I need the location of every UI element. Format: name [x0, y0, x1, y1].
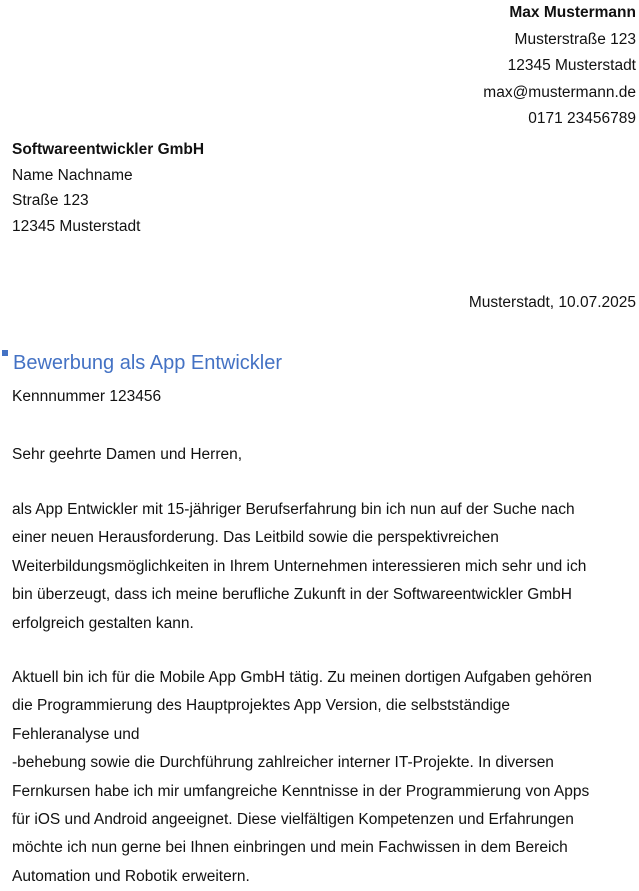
recipient-street: Straße 123 [12, 192, 89, 209]
text-line: Fehleranalyse und [12, 725, 140, 743]
text-line: Fernkursen habe ich mir umfangreiche Kenntnisse in der Programmierung von Apps [12, 782, 590, 800]
text-line: bin überzeugt, dass ich meine berufliche Zukunft in der Softwareentwickler GmbH [12, 586, 572, 604]
recipient-contact: Name Nachname [12, 166, 133, 184]
text-line: erfolgreich gestalten kann. [12, 614, 194, 632]
text-line: Automation und Robotik erweitern. [12, 867, 250, 885]
text-line: Weiterbildungsmöglichkeiten in Ihrem Unternehmen interessieren mich sehr und ich [12, 557, 587, 575]
text-line: möchte ich nun gerne bei Ihnen einbringen und mein Fachwissen in dem Bereich [12, 839, 568, 857]
text-line: die Programmierung des Hauptprojektes App Version, die selbstständige [12, 697, 511, 715]
recipient-company: Softwareentwickler GmbH [12, 141, 205, 158]
sender-address-block [483, 0, 636, 133]
sender-name: Max Mustermann [509, 4, 636, 21]
sender-city: 12345 Musterstadt [507, 57, 636, 74]
body-paragraph-2 [12, 664, 636, 891]
text-line: als App Entwickler mit 15-jähriger Berufserfahrung bin ich nun auf der Suche nach [12, 501, 575, 518]
sender-phone: 0171 23456789 [528, 110, 636, 127]
text-line: Aktuell bin ich für die Mobile App GmbH tätig. Zu meinen dortigen Aufgaben gehören [12, 669, 592, 686]
letter-date: Musterstadt, 10.07.2025 [468, 294, 636, 311]
text-line: -behebung sowie die Durchführung zahlreicher interner IT-Projekte. In diversen [12, 754, 554, 772]
body-paragraph-1 [12, 496, 636, 638]
salutation: Sehr geehrte Damen und Herren, [12, 446, 243, 463]
letter-subject: Bewerbung als App Entwickler [13, 352, 283, 374]
reference-number: Kennnummer 123456 [12, 388, 162, 405]
recipient-city: 12345 Musterstadt [12, 217, 141, 235]
sender-street: Musterstraße 123 [514, 30, 636, 48]
sender-email: max@mustermann.de [483, 83, 636, 101]
heading-marker-icon [2, 350, 8, 356]
text-line: einer neuen Herausforderung. Das Leitbild sowie die perspektivreichen [12, 529, 499, 547]
text-line: für iOS und Android angeeignet. Diese vielfältigen Kompetenzen und Erfahrungen [12, 811, 574, 829]
recipient-address-block [12, 137, 204, 239]
